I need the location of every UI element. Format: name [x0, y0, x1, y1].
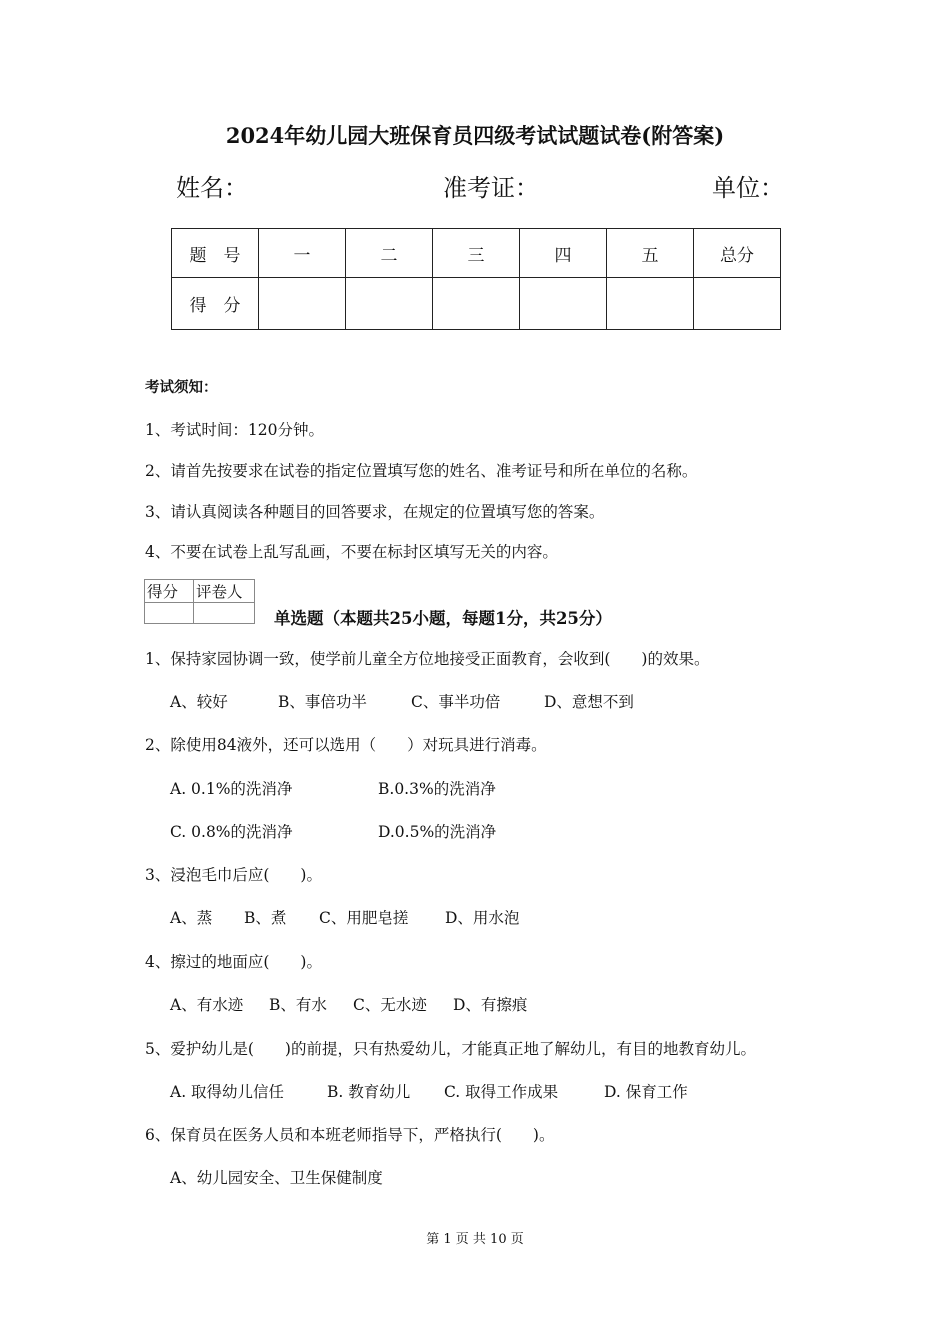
question-option[interactable]: B、煮 [244, 909, 287, 927]
question-option[interactable]: A. 取得幼儿信任 [170, 1083, 285, 1101]
grader-name-label: 评卷人 [194, 580, 255, 603]
question-option[interactable]: A、蒸 [170, 909, 213, 927]
grader-score-cell[interactable] [145, 603, 194, 624]
table-row [172, 278, 781, 330]
table-cell: 四 [520, 229, 607, 278]
notice-item: 1、考试时间：120分钟。 [145, 421, 324, 439]
question-option[interactable]: C、无水迹 [353, 996, 427, 1014]
question-option[interactable]: D、有擦痕 [453, 996, 528, 1014]
question-option[interactable]: C. 0.8%的洗消净 [170, 823, 293, 841]
table-row [172, 229, 781, 278]
question-option[interactable]: B. 教育幼儿 [327, 1083, 411, 1101]
table-cell: 二 [346, 229, 433, 278]
table-cell: 一 [259, 229, 346, 278]
notice-item: 3、请认真阅读各种题目的回答要求，在规定的位置填写您的答案。 [145, 503, 605, 521]
question-option[interactable]: A. 0.1%的洗消净 [170, 780, 293, 798]
page-footer: 第 1 页 共 10 页 [426, 1232, 524, 1247]
grader-box [144, 579, 255, 624]
table-cell: 题 号 [172, 229, 259, 278]
question-option[interactable]: B、有水 [269, 996, 327, 1014]
question-option[interactable]: D、意想不到 [544, 693, 634, 711]
question-option[interactable]: C、用肥皂搓 [319, 909, 409, 927]
notice-item: 2、请首先按要求在试卷的指定位置填写您的姓名、准考证号和所在单位的名称。 [145, 462, 698, 480]
exam-id-label: 准考证： [443, 174, 539, 202]
question-option[interactable]: B、事倍功半 [278, 693, 367, 711]
question-option[interactable]: A、较好 [170, 693, 228, 711]
table-cell: 五 [607, 229, 694, 278]
notice-item: 4、不要在试卷上乱写乱画，不要在标封区填写无关的内容。 [145, 543, 558, 561]
name-label: 姓名： [176, 174, 248, 202]
question-stem: 6、保育员在医务人员和本班老师指导下，严格执行( )。 [145, 1126, 555, 1144]
question-stem: 3、浸泡毛巾后应( )。 [145, 866, 322, 884]
score-table [171, 228, 781, 330]
score-cell[interactable] [433, 278, 520, 330]
page-title: 2024年幼儿园大班保育员四级考试试题试卷(附答案) [225, 123, 725, 148]
question-option[interactable]: B.0.3%的洗消净 [378, 780, 496, 798]
score-cell[interactable] [694, 278, 781, 330]
score-cell[interactable] [520, 278, 607, 330]
score-cell[interactable] [259, 278, 346, 330]
table-cell: 得 分 [172, 278, 259, 330]
question-stem: 5、爱护幼儿是( )的前提，只有热爱幼儿，才能真正地了解幼儿，有目的地教育幼儿。 [145, 1040, 756, 1058]
unit-label: 单位： [712, 174, 784, 202]
section-title: 单选题（本题共25小题，每题1分，共25分） [274, 609, 612, 628]
score-cell[interactable] [607, 278, 694, 330]
question-option[interactable]: D. 保育工作 [604, 1083, 688, 1101]
question-option[interactable]: A、有水迹 [170, 996, 244, 1014]
question-stem: 1、保持家园协调一致，使学前儿童全方位地接受正面教育，会收到( )的效果。 [145, 650, 710, 668]
notice-heading: 考试须知： [145, 379, 218, 396]
table-cell: 总分 [694, 229, 781, 278]
question-option[interactable]: D.0.5%的洗消净 [378, 823, 497, 841]
question-stem: 4、擦过的地面应( )。 [145, 953, 322, 971]
grader-name-cell[interactable] [194, 603, 255, 624]
question-option[interactable]: C. 取得工作成果 [444, 1083, 559, 1101]
question-option[interactable]: A、幼儿园安全、卫生保健制度 [170, 1169, 383, 1187]
question-option[interactable]: D、用水泡 [445, 909, 520, 927]
grader-score-label: 得分 [145, 580, 194, 603]
score-cell[interactable] [346, 278, 433, 330]
question-stem: 2、除使用84液外，还可以选用（ ）对玩具进行消毒。 [145, 736, 547, 754]
question-option[interactable]: C、事半功倍 [411, 693, 501, 711]
table-cell: 三 [433, 229, 520, 278]
